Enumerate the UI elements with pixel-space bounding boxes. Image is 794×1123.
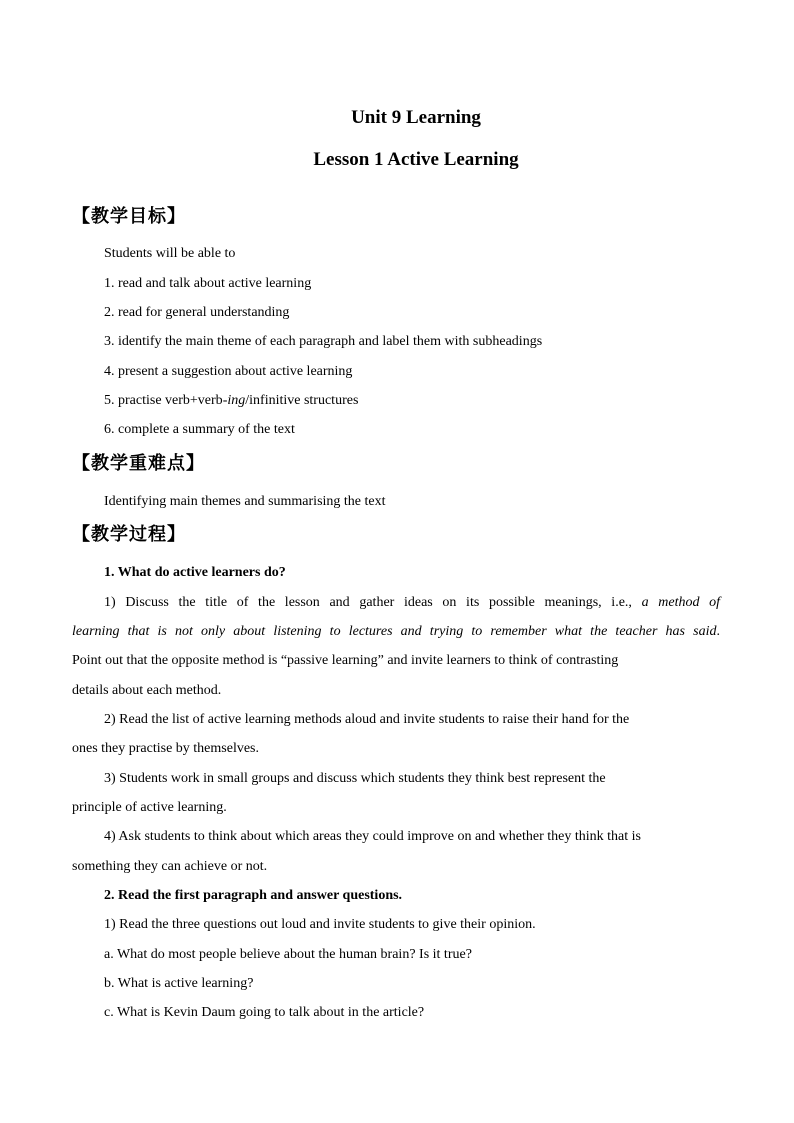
objective-item-6: 6. complete a summary of the text [104,422,295,437]
part2-question-c: c. What is Kevin Daum going to talk about in the article? [104,1005,425,1020]
objective-item-3: 3. identify the main theme of each paragraph and label them with subheadings [104,334,543,349]
part1-p1-line2 [72,623,720,641]
part1-p4-line2: something they can achieve or not. [72,859,268,874]
objective-item-5-italic: -ing [222,393,246,408]
part1-p1-line1-prefix: 1) Discuss the title of the lesson and gather ideas on its possible meanings, i.e., [104,595,632,610]
objective-item-5-prefix: 5. practise verb+verb [104,393,223,408]
objectives-heading: 【教学目标】 [72,206,186,227]
part1-p3-line1: 3) Students work in small groups and discuss which students they think best represent the [104,771,606,786]
part1-p2-line1: 2) Read the list of active learning methods aloud and invite students to raise their hand for the [104,712,630,727]
part1-p1-line1-italic: a method of [641,595,721,610]
objective-item-2: 2. read for general understanding [104,305,290,320]
objective-item-4: 4. present a suggestion about active learning [104,364,353,379]
objective-item-5-suffix: /infinitive structures [245,393,359,408]
part1-p2-line2: ones they practise by themselves. [72,741,260,756]
part1-p1-line4: details about each method. [72,683,222,698]
objective-item-1: 1. read and talk about active learning [104,276,312,291]
part1-p3-line2: principle of active learning. [72,800,227,815]
part2-question-a: a. What do most people believe about the human brain? Is it true? [104,947,472,962]
part1-p4-line1: 4) Ask students to think about which areas they could improve on and whether they think that is [104,829,641,844]
key-points-heading: 【教学重难点】 [72,453,205,474]
key-points-text: Identifying main themes and summarising the text [104,494,386,509]
process-heading: 【教学过程】 [72,524,186,545]
part1-p1-line1 [72,594,720,612]
lesson-title: Lesson 1 Active Learning [313,149,519,170]
part2-title: 2. Read the first paragraph and answer questions. [104,888,403,903]
part2-p1: 1) Read the three questions out loud and invite students to give their opinion. [104,917,536,932]
part2-question-b: b. What is active learning? [104,976,254,991]
part1-p1-line2-italic: learning that is not only about listening to lectures and trying to remember what the teacher has said [72,624,717,639]
part1-title: 1. What do active learners do? [104,565,286,580]
objective-item-5 [104,392,358,410]
part1-p1-line3: Point out that the opposite method is “passive learning” and invite learners to think of contrasting [72,653,619,668]
objectives-intro: Students will be able to [104,246,236,261]
unit-title: Unit 9 Learning [351,107,481,128]
part1-p1-line2-suffix: . [716,624,720,639]
